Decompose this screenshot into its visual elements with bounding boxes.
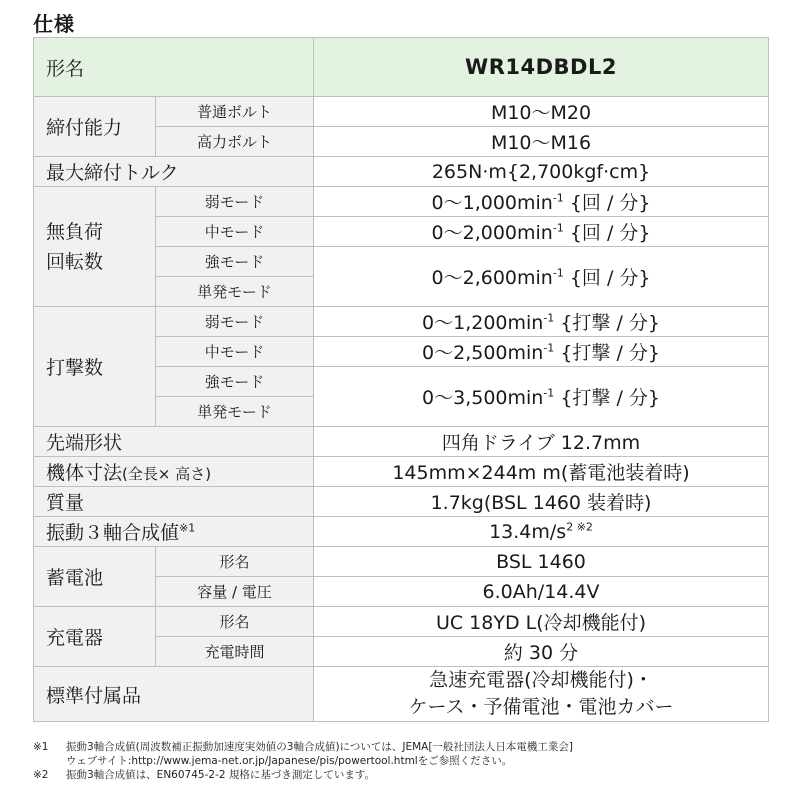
row-model (34, 38, 769, 97)
footnote-1 (33, 740, 773, 754)
footnote-2-mark: ※2 (33, 769, 49, 781)
battery-label: 蓄電池 (34, 547, 156, 607)
spec-table (33, 37, 769, 722)
model-value: WR14DBDL2 (314, 38, 769, 97)
torque-label: 最大締付トルク (34, 157, 314, 187)
row-tip (34, 427, 769, 457)
weight-value: 1.7kg(BSL 1460 装着時) (314, 487, 769, 517)
footnote-1-line1: 振動3軸合成値(周波数補正振動加速度実効値の3軸合成値)については、JEMA[一般社団法人日本電機工業会] (66, 741, 574, 753)
row-vibration (34, 517, 769, 547)
vibration-label-main: 振動３軸合成値 (46, 522, 180, 544)
dimensions-label-main: 機体寸法 (46, 462, 123, 484)
rpm-mode-mid: 中モード (156, 217, 314, 247)
row-dimensions (34, 457, 769, 487)
charger-sub-model: 形名 (156, 607, 314, 637)
impact-strong-exp: -1 (543, 386, 555, 400)
fastening-sub-normal: 普通ボルト (156, 97, 314, 127)
impact-weak-exp: -1 (543, 311, 555, 325)
impact-weak-main: 0〜1,200min (422, 312, 544, 334)
charger-value-model: UC 18YD L(冷却機能付) (314, 607, 769, 637)
impact-strong-main: 0〜3,500min (422, 387, 544, 409)
vibration-label (34, 517, 314, 547)
battery-sub-capacity: 容量 / 電圧 (156, 577, 314, 607)
vibration-value-main: 13.4m/s (489, 520, 567, 543)
rpm-mid-unit: {回 / 分} (563, 222, 651, 244)
row-weight (34, 487, 769, 517)
battery-sub-model: 形名 (156, 547, 314, 577)
rpm-label-line1: 無負荷 (46, 220, 104, 243)
rpm-mode-weak: 弱モード (156, 187, 314, 217)
impact-mode-strong: 強モード (156, 367, 314, 397)
rpm-mode-strong: 強モード (156, 247, 314, 277)
row-charger-model (34, 607, 769, 637)
impact-mid-unit: {打撃 / 分} (554, 342, 660, 364)
fastening-value-normal: M10〜M20 (314, 97, 769, 127)
tip-value: 四角ドライブ 12.7mm (314, 427, 769, 457)
footnote-2-line1: 振動3軸合成値は、EN60745-2-2 規格に基づき測定しています。 (66, 769, 376, 781)
rpm-label-line2: 回転数 (46, 250, 104, 273)
impact-mid-exp: -1 (543, 341, 555, 355)
row-rpm-weak (34, 187, 769, 217)
impact-strong-unit: {打撃 / 分} (554, 387, 660, 409)
row-battery-model (34, 547, 769, 577)
vibration-value (314, 517, 769, 547)
footnotes (33, 740, 773, 782)
rpm-mid-exp: -1 (552, 221, 564, 235)
rpm-strong-unit: {回 / 分} (563, 267, 651, 289)
footnote-1-line2: ウェブサイト:http://www.jema-net.or.jp/Japanese/pis/powertool.htmlをご参照ください。 (66, 755, 513, 767)
row-impact-weak (34, 307, 769, 337)
impact-mid-main: 0〜2,500min (422, 342, 544, 364)
rpm-weak-exp: -1 (552, 191, 564, 205)
vibration-label-sup: ※1 (179, 521, 196, 535)
rpm-strong-main: 0〜2,600min (431, 267, 553, 289)
charger-sub-time: 充電時間 (156, 637, 314, 667)
row-fastening-1 (34, 97, 769, 127)
rpm-mid-main: 0〜2,000min (431, 222, 553, 244)
accessories-label: 標準付属品 (34, 667, 314, 722)
rpm-value-strong (314, 247, 769, 307)
tip-label: 先端形状 (34, 427, 314, 457)
weight-label: 質量 (34, 487, 314, 517)
rpm-value-weak (314, 187, 769, 217)
impact-mode-weak: 弱モード (156, 307, 314, 337)
impact-label: 打撃数 (34, 307, 156, 427)
dimensions-label (34, 457, 314, 487)
charger-label: 充電器 (34, 607, 156, 667)
fastening-value-high: M10〜M16 (314, 127, 769, 157)
rpm-strong-exp: -1 (552, 266, 564, 280)
row-accessories (34, 667, 769, 722)
impact-mode-mid: 中モード (156, 337, 314, 367)
rpm-label (34, 187, 156, 307)
rpm-mode-single: 単発モード (156, 277, 314, 307)
impact-value-strong (314, 367, 769, 427)
accessories-value (314, 667, 769, 722)
rpm-weak-main: 0〜1,000min (431, 192, 553, 214)
row-torque (34, 157, 769, 187)
impact-value-weak (314, 307, 769, 337)
charger-value-time: 約 30 分 (314, 637, 769, 667)
battery-value-model: BSL 1460 (314, 547, 769, 577)
accessories-line1: 急速充電器(冷却機能付)・ (429, 669, 653, 691)
footnote-1-mark: ※1 (33, 741, 49, 753)
impact-value-mid (314, 337, 769, 367)
model-label: 形名 (34, 38, 314, 97)
page-title: 仕様 (33, 12, 75, 36)
fastening-sub-high: 高力ボルト (156, 127, 314, 157)
rpm-weak-unit: {回 / 分} (563, 192, 651, 214)
accessories-line2: ケース・予備電池・電池カバー (408, 696, 674, 718)
battery-value-capacity: 6.0Ah/14.4V (314, 577, 769, 607)
footnote-2 (33, 768, 773, 782)
vibration-value-sup: 2 ※2 (566, 520, 593, 534)
impact-weak-unit: {打撃 / 分} (554, 312, 660, 334)
rpm-value-mid (314, 217, 769, 247)
dimensions-value: 145mm×244m m(蓄電池装着時) (314, 457, 769, 487)
dimensions-label-small: (全長× 高さ) (122, 465, 212, 483)
torque-value: 265N·m{2,700kgf·cm} (314, 157, 769, 187)
fastening-label: 締付能力 (34, 97, 156, 157)
impact-mode-single: 単発モード (156, 397, 314, 427)
